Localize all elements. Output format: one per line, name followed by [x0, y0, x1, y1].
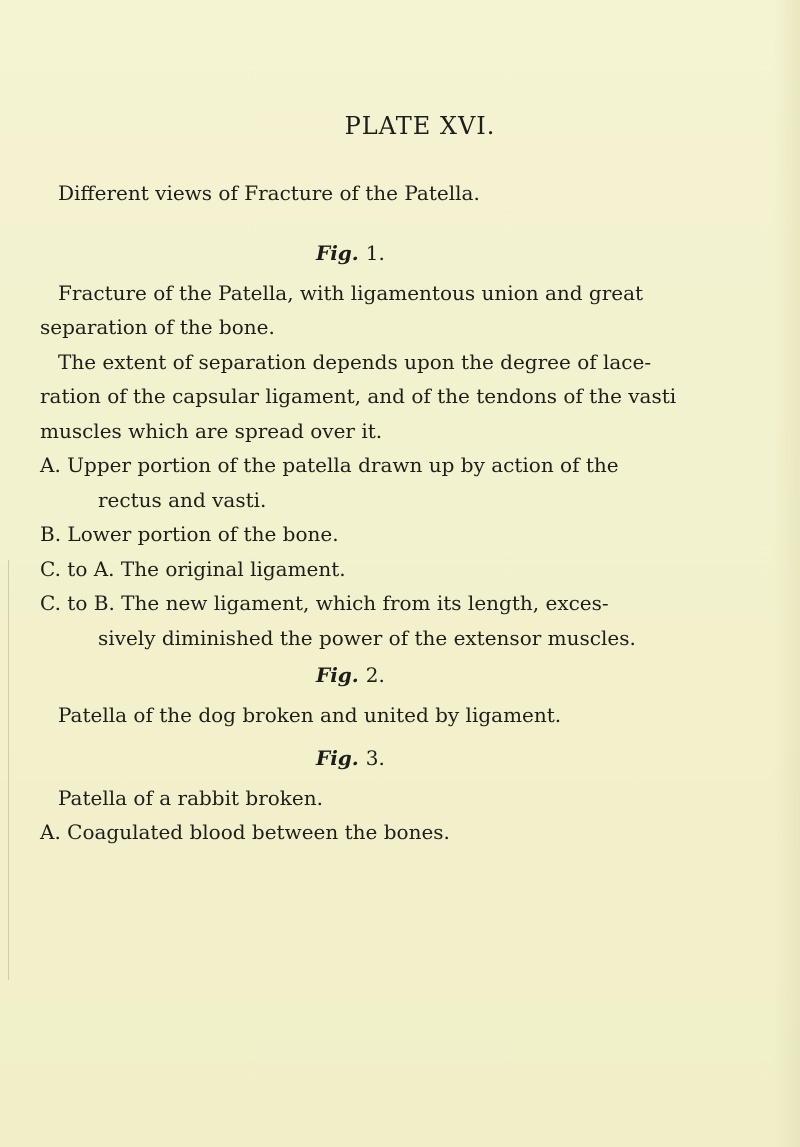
fig-1-item-c1: C. to A. The original ligament.	[40, 557, 346, 581]
fig-2-number: 2.	[365, 663, 385, 687]
fig-1-item-a-line2: rectus and vasti.	[98, 488, 267, 512]
fig-2-label: Fig.	[316, 663, 359, 687]
fig-1-label: Fig.	[316, 241, 359, 265]
fig-1-para1-line2: separation of the bone.	[40, 315, 275, 339]
fig-1-item-c2-line2: sively diminished the power of the extensor muscles.	[98, 626, 636, 650]
fig-3-text: Patella of a rabbit broken.	[58, 786, 323, 810]
plate-subtitle: Different views of Fracture of the Patella.	[58, 181, 480, 205]
page-edge-shadow	[774, 0, 800, 1147]
plate-title: PLATE XVI.	[344, 112, 496, 140]
fig-3-heading	[316, 746, 385, 770]
binding-line	[8, 560, 9, 980]
fig-3-number: 3.	[365, 746, 385, 770]
fig-1-para2-line1: The extent of separation depends upon the degree of lace-	[58, 350, 652, 374]
fig-1-heading	[316, 241, 385, 265]
fig-2-heading	[316, 663, 385, 687]
fig-3-label: Fig.	[316, 746, 359, 770]
fig-1-number: 1.	[365, 241, 385, 265]
fig-1-para2-line2: ration of the capsular ligament, and of the tendons of the vasti	[40, 384, 677, 408]
fig-2-text: Patella of the dog broken and united by ligament.	[58, 703, 562, 727]
fig-1-para1-line1: Fracture of the Patella, with ligamentous union and great	[58, 281, 644, 305]
fig-1-item-c2-line1: C. to B. The new ligament, which from its length, exces-	[40, 591, 609, 615]
fig-1-item-b: B. Lower portion of the bone.	[40, 522, 339, 546]
fig-3-item-a: A. Coagulated blood between the bones.	[40, 820, 450, 844]
fig-1-item-a-line1: A. Upper portion of the patella drawn up by action of the	[40, 453, 619, 477]
fig-1-para2-line3: muscles which are spread over it.	[40, 419, 383, 443]
